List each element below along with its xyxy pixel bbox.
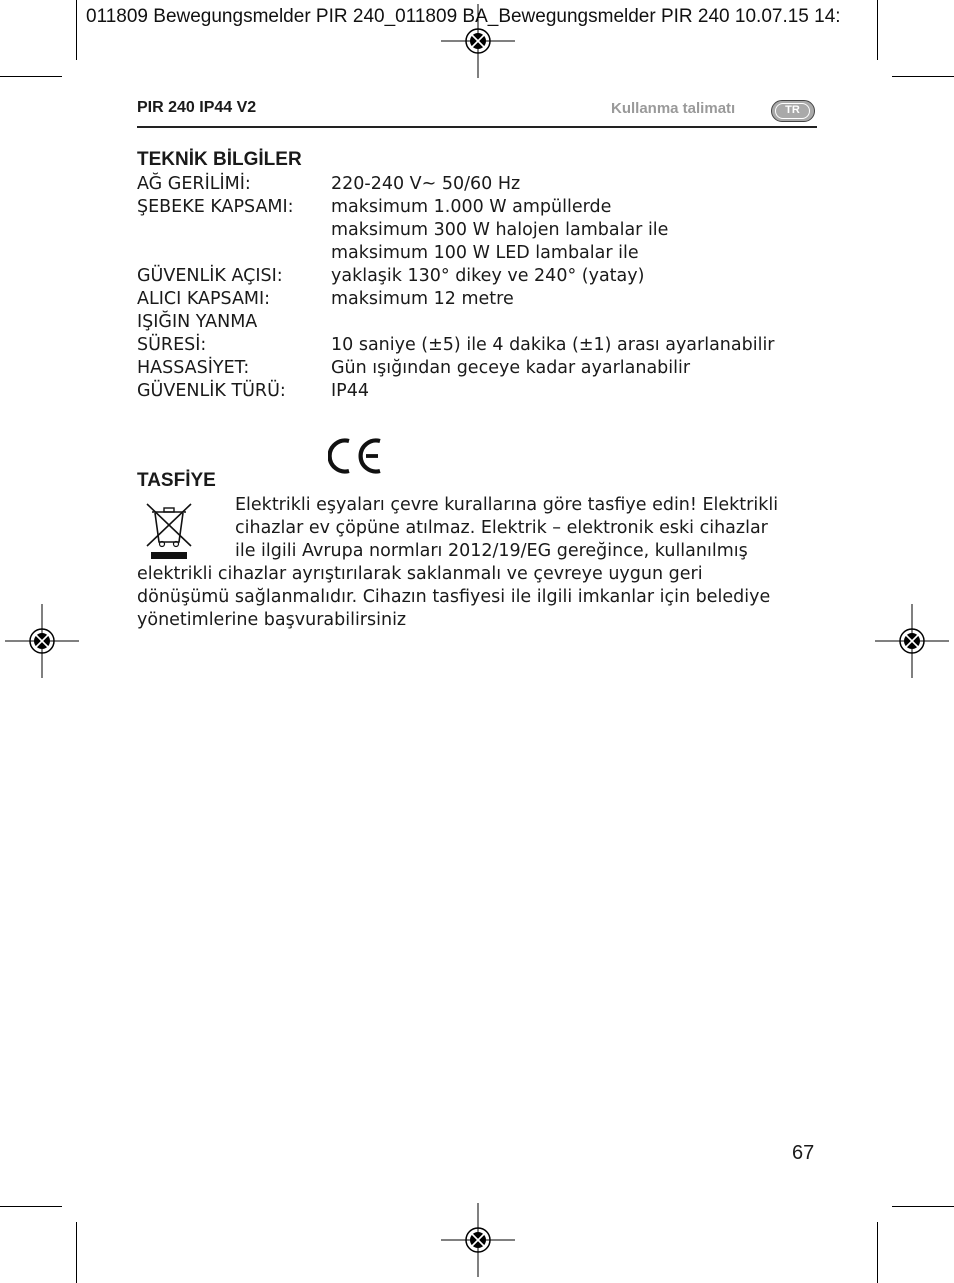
crop-mark bbox=[892, 76, 954, 77]
spec-row bbox=[137, 196, 775, 265]
disposal-line: Elektrikli eşyaları çevre kurallarına göre tasfiye edin! Elektrikli bbox=[235, 495, 779, 515]
spec-value: IP44 bbox=[331, 381, 369, 401]
technical-heading: TEKNİK BİLGİLER bbox=[137, 149, 302, 170]
model-name: PIR 240 IP44 V2 bbox=[137, 99, 257, 116]
spec-values bbox=[331, 380, 369, 403]
spec-value: maksimum 300 W halojen lambalar ile bbox=[331, 220, 669, 240]
disposal-line: ile ilgili Avrupa normları 2012/19/EG gereğince, kullanılmış bbox=[235, 541, 748, 561]
print-slug: 011809 Bewegungsmelder PIR 240_011809 BA_Bewegungsmelder PIR 240 10.07.15 14: bbox=[86, 6, 841, 27]
disposal-paragraph bbox=[137, 494, 827, 632]
spec-value: Gün ışığından geceye kadar ayarlanabilir bbox=[331, 358, 691, 378]
spec-row bbox=[137, 311, 775, 334]
disposal-line: elektrikli cihazlar ayrıştırılarak saklanmalı ve çevreye uygun geri bbox=[137, 564, 703, 584]
spec-value: maksimum 1.000 W ampüllerde bbox=[331, 197, 612, 217]
spec-values bbox=[331, 173, 520, 196]
spec-value: maksimum 100 W LED lambalar ile bbox=[331, 243, 639, 263]
crop-mark bbox=[892, 1206, 954, 1207]
spec-label: SÜRESİ: bbox=[137, 335, 207, 355]
spec-label: GÜVENLİK TÜRÜ: bbox=[137, 381, 286, 401]
spec-table bbox=[137, 173, 775, 403]
disposal-line: dönüşümü sağlanmalıdır. Cihazın tasfiyesi ile ilgili imkanlar için belediye bbox=[137, 587, 771, 607]
spec-label: HASSASİYET: bbox=[137, 358, 250, 378]
spec-values bbox=[331, 196, 668, 265]
language-badge-label: TR bbox=[775, 103, 810, 119]
language-badge bbox=[771, 100, 815, 122]
crop-mark bbox=[76, 0, 77, 60]
ce-mark-icon bbox=[328, 436, 384, 476]
spec-row bbox=[137, 357, 775, 380]
disposal-heading: TASFİYE bbox=[137, 470, 216, 491]
spec-value: yaklaşik 130° dikey ve 240° (yatay) bbox=[331, 266, 645, 286]
spec-values bbox=[331, 265, 644, 288]
registration-mark-icon bbox=[875, 604, 949, 678]
spec-label: GÜVENLİK AÇISI: bbox=[137, 266, 283, 286]
spec-row bbox=[137, 288, 775, 311]
spec-row bbox=[137, 334, 775, 357]
spec-values bbox=[331, 334, 775, 357]
spec-value: 220-240 V~ 50/60 Hz bbox=[331, 174, 521, 194]
header-divider bbox=[137, 126, 817, 128]
spec-label: IŞIĞIN YANMA bbox=[137, 312, 258, 332]
spec-row bbox=[137, 173, 775, 196]
spec-label: ALICI KAPSAMI: bbox=[137, 289, 271, 309]
spec-row bbox=[137, 265, 775, 288]
crop-mark bbox=[877, 0, 878, 60]
manual-title: Kullanma talimatı bbox=[611, 100, 736, 117]
disposal-line: cihazlar ev çöpüne atılmaz. Elektrik – elektronik eski cihazlar bbox=[235, 518, 768, 538]
crop-mark bbox=[0, 76, 62, 77]
spec-value: 10 saniye (±5) ile 4 dakika (±1) arası ayarlanabilir bbox=[331, 335, 775, 355]
disposal-line: yönetimlerine başvurabilirsiniz bbox=[137, 610, 407, 630]
crop-mark bbox=[76, 1222, 77, 1283]
registration-mark-icon bbox=[441, 1203, 515, 1277]
spec-value: maksimum 12 metre bbox=[331, 289, 514, 309]
spec-values bbox=[331, 288, 514, 311]
crop-mark bbox=[0, 1206, 62, 1207]
crop-mark bbox=[877, 1222, 878, 1283]
spec-values bbox=[331, 357, 690, 380]
page-number: 67 bbox=[792, 1142, 815, 1164]
spec-label: ŞEBEKE KAPSAMI: bbox=[137, 197, 294, 217]
spec-label: AĞ GERİLİMİ: bbox=[137, 174, 251, 194]
registration-mark-icon bbox=[5, 604, 79, 678]
spec-row bbox=[137, 380, 775, 403]
registration-mark-icon bbox=[441, 4, 515, 78]
